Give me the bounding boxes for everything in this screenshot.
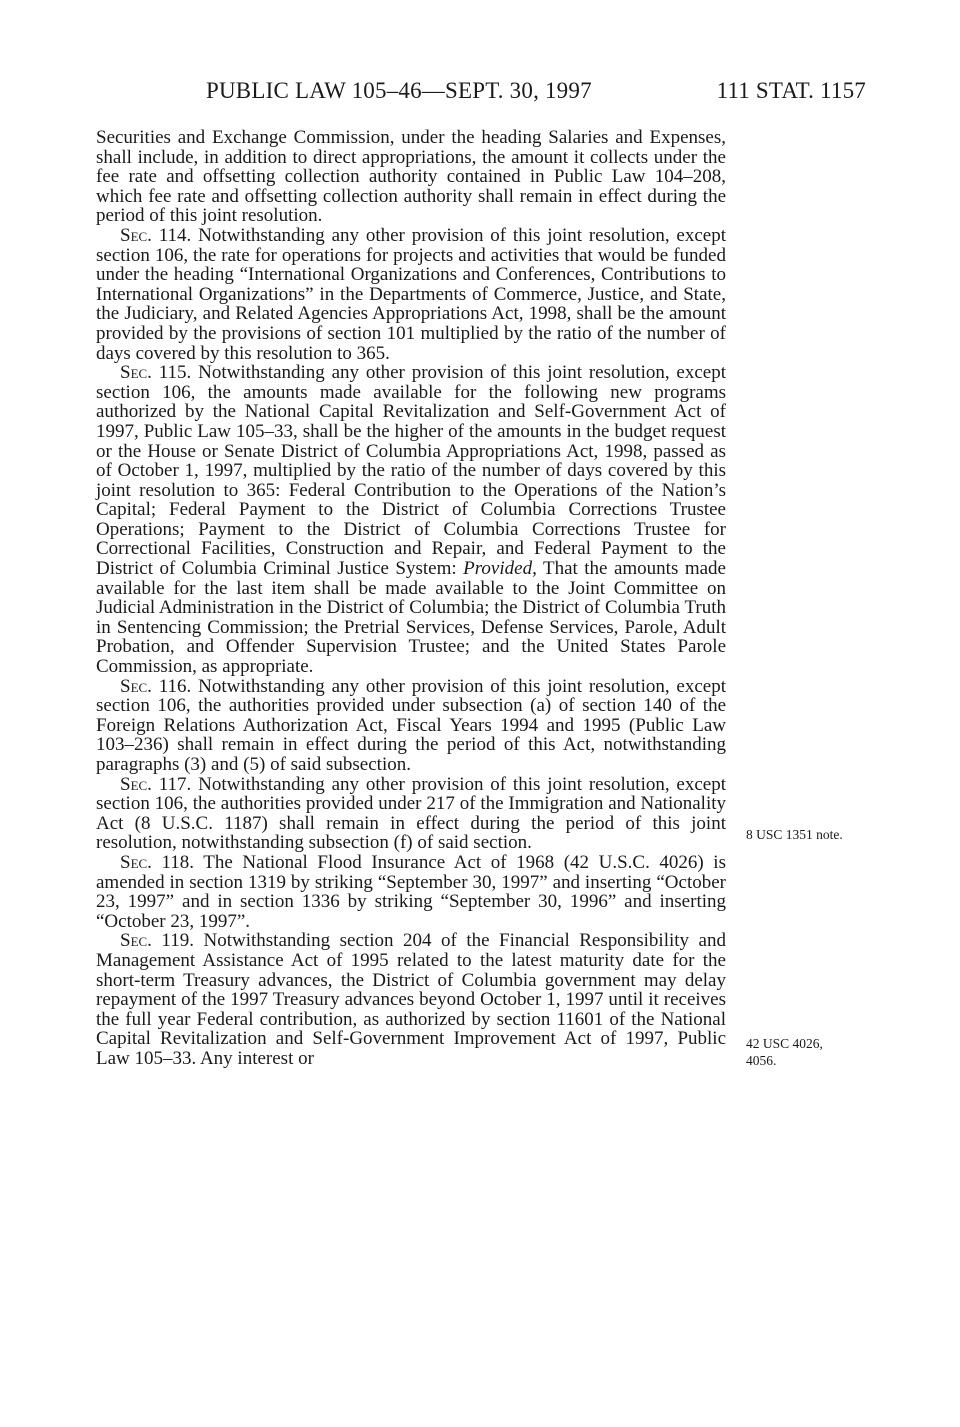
- section-text: Notwithstanding any other provision of this joint resolution, except section 106, the rate for operations for projects and activities that would be funded under the heading “International Organizations and Conferences, Contributions to International Organizations” in the Departments of Commerce, Justice, and State, the Judiciary, and Related Agencies Appropriations Act, 1998, shall be the amount provided by the provisions of section 101 multiplied by the ratio of the number of days covered by this resolution to 365.: [96, 224, 726, 364]
- section-118: [96, 853, 726, 931]
- proviso-term: Provided,: [463, 558, 537, 580]
- section-text-continued: That the amounts made available for the last item shall be made available to the Joint Committee on Judicial Administration in the District of Columbia; the District of Columbia Truth in Sentencing Commission; the Pretrial Services, Defense Services, Parole, Adult Probation, and Offender Supervision Trustee; and the United States Parole Commission, as appropriate.: [96, 558, 726, 678]
- section-114: [96, 226, 726, 363]
- section-text: Notwithstanding any other provision of this joint resolution, except section 106, the authorities provided under subsection (a) of section 140 of the Foreign Relations Authorization Act, Fiscal Years 1994 and 1995 (Public Law 103–236) shall remain in effect during the period of this Act, notwithstanding paragraphs (3) and (5) of said subsection.: [96, 675, 726, 775]
- section-label: Sec. 114.: [120, 224, 192, 246]
- running-header: [96, 78, 866, 110]
- header-stat-page: 111 STAT. 1157: [716, 78, 866, 103]
- section-label: Sec. 118.: [120, 851, 195, 873]
- section-label: Sec. 119.: [120, 930, 194, 952]
- header-title: PUBLIC LAW 105–46—SEPT. 30, 1997: [206, 78, 592, 103]
- section-text: Notwithstanding any other provision of this joint resolution, except section 106, the authorities provided under 217 of the Immigration and Nationality Act (8 U.S.C. 1187) shall remain in effect during the period of this joint resolution, notwithstanding subsection (f) of said section.: [96, 773, 726, 854]
- section-label: Sec. 117.: [120, 773, 192, 795]
- section-115: [96, 363, 726, 677]
- section-119: [96, 931, 726, 1068]
- section-text: Notwithstanding section 204 of the Financial Responsibility and Management Assistance Act of 1995 related to the latest maturity date for the short-term Treasury advances, the District of Columbia government may delay repayment of the 1997 Treasury advances beyond October 1, 1997 until it receives the full year Federal contribution, as authorized by section 11601 of the National Capital Revitalization and Self-Government Improvement Act of 1997, Public Law 105–33. Any interest or: [96, 930, 726, 1069]
- paragraph-continuation: [96, 128, 726, 226]
- margin-note-42-usc-4026: 42 USC 4026, 4056.: [746, 1036, 823, 1068]
- margin-note-8-usc-1351: 8 USC 1351 note.: [746, 827, 843, 842]
- body-text: [96, 128, 726, 1069]
- section-117: [96, 775, 726, 853]
- section-text: Notwithstanding any other provision of this joint resolution, except section 106, the amounts made available for the following new programs authorized by the National Capital Revitalization and Self-Government Act of 1997, Public Law 105–33, shall be the higher of the amounts in the budget request or the House or Senate District of Columbia Appropriations Act, 1998, passed as of October 1, 1997, multiplied by the ratio of the number of days covered by this joint resolution to 365: Federal Contribution to the Operations of the Nation’s Capital; Federal Payment to the District of Columbia Corrections Trustee Operations; Payment to the District of Columbia Corrections Trustee for Correctional Facilities, Construction and Repair, and Federal Payment to the District of Columbia Criminal Justice System:: [96, 362, 726, 580]
- section-label: Sec. 116.: [120, 675, 192, 697]
- section-116: [96, 677, 726, 775]
- section-text: The National Flood Insurance Act of 1968 (42 U.S.C. 4026) is amended in section 1319 by striking “September 30, 1997” and inserting “October 23, 1997” and in section 1336 by striking “September 30, 1996” and inserting “October 23, 1997”.: [96, 851, 726, 932]
- section-label: Sec. 115.: [120, 362, 192, 384]
- paragraph-text: Securities and Exchange Commission, under the heading Salaries and Expenses, shall include, in addition to direct appropriations, the amount it collects under the fee rate and offsetting collection authority contained in Public Law 104–208, which fee rate and offsetting collection authority shall remain in effect during the period of this joint resolution.: [96, 127, 726, 227]
